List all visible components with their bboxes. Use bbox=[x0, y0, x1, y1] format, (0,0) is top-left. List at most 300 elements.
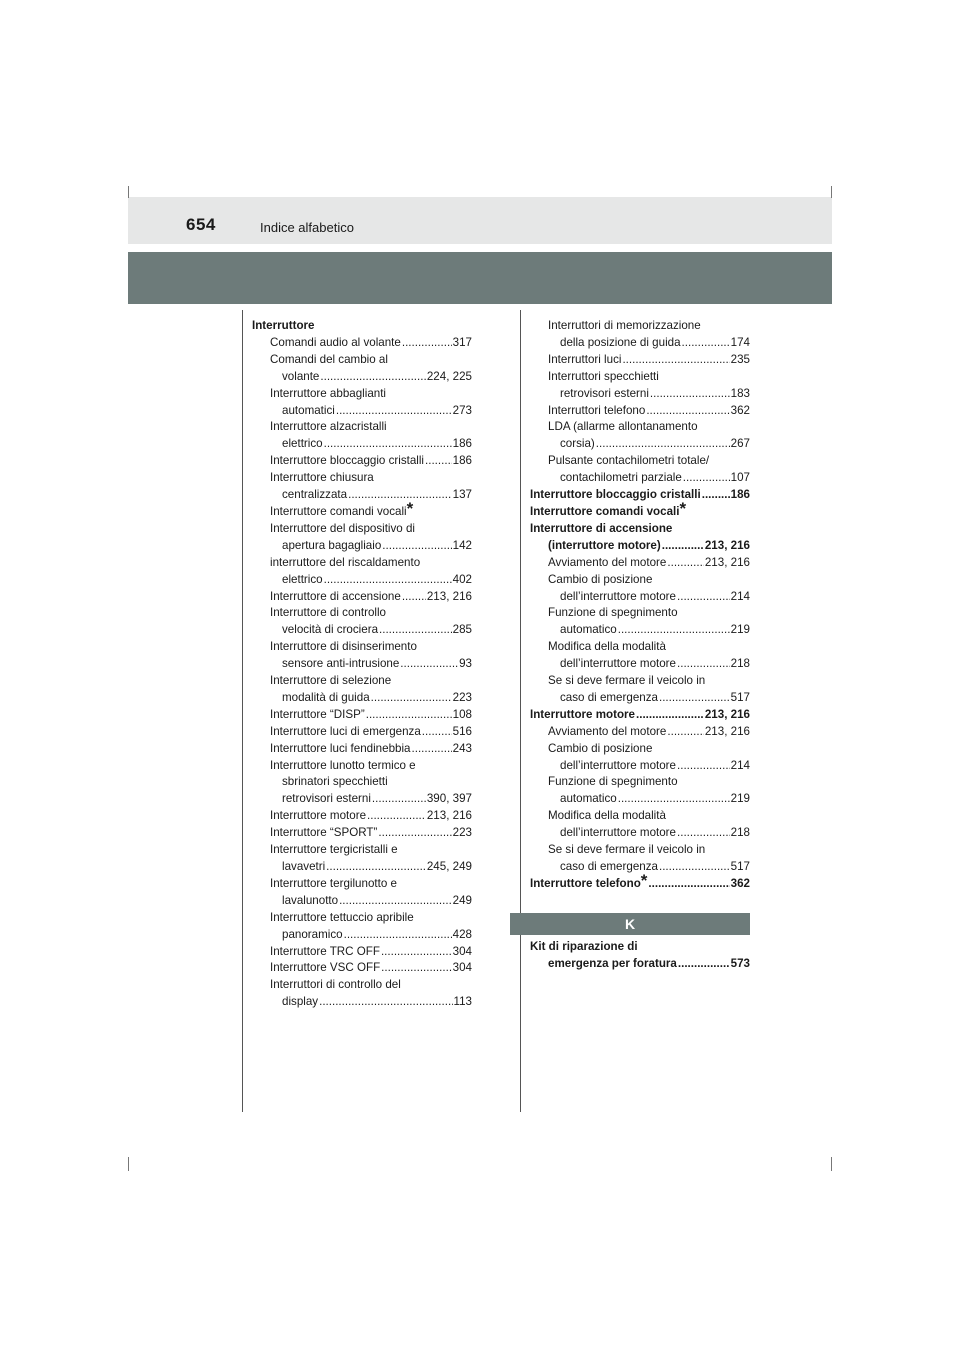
page-reference: 273 bbox=[452, 403, 472, 417]
dot-leader bbox=[662, 538, 704, 555]
index-entry bbox=[252, 673, 472, 690]
index-term: Interruttore tettuccio apribile bbox=[270, 910, 414, 924]
index-term: caso di emergenza bbox=[560, 860, 658, 873]
page-reference: 219 bbox=[730, 623, 750, 637]
index-term: sensore anti-intrusione bbox=[282, 657, 400, 671]
index-line bbox=[548, 774, 750, 791]
index-entry bbox=[530, 470, 750, 487]
index-line bbox=[270, 808, 472, 825]
index-entry bbox=[530, 870, 750, 893]
index-line bbox=[282, 487, 472, 504]
index-entry bbox=[252, 453, 472, 470]
index-line bbox=[548, 605, 750, 622]
index-line bbox=[548, 318, 750, 335]
dot-leader bbox=[677, 589, 730, 606]
index-line bbox=[270, 498, 472, 521]
crop-mark bbox=[128, 186, 129, 198]
index-entry bbox=[252, 690, 472, 707]
index-term: Interruttore di selezione bbox=[270, 674, 392, 688]
page-reference: 245, 249 bbox=[426, 860, 472, 873]
index-term: Interruttore tergicristalli e bbox=[270, 843, 398, 857]
index-entry bbox=[252, 369, 472, 386]
dot-leader bbox=[648, 876, 729, 893]
dot-leader bbox=[339, 893, 452, 910]
page-reference: 362 bbox=[730, 876, 750, 890]
index-line bbox=[270, 605, 472, 622]
crop-mark bbox=[128, 1157, 129, 1171]
index-entry bbox=[530, 639, 750, 656]
index-line bbox=[270, 977, 472, 994]
index-line bbox=[548, 538, 750, 555]
index-term: Interruttore comandi vocali* bbox=[270, 498, 414, 518]
index-line bbox=[282, 369, 472, 386]
index-term: Cambio di posizione bbox=[548, 572, 653, 586]
index-term: Avviamento del motore bbox=[548, 555, 667, 569]
index-line bbox=[282, 927, 472, 944]
index-line bbox=[560, 656, 750, 673]
index-line bbox=[282, 656, 472, 673]
page-reference: 362 bbox=[730, 403, 750, 417]
dot-leader bbox=[425, 453, 452, 470]
index-entry bbox=[530, 352, 750, 369]
index-entry bbox=[530, 335, 750, 352]
page-reference: 213, 216 bbox=[704, 538, 750, 552]
page-reference: 213, 216 bbox=[426, 809, 472, 823]
asterisk-footnote: * bbox=[640, 870, 648, 890]
crop-mark bbox=[831, 186, 832, 198]
index-term: Comandi audio al volante bbox=[270, 335, 401, 349]
index-line bbox=[560, 791, 750, 808]
dot-leader bbox=[650, 386, 730, 403]
page-reference: 517 bbox=[730, 690, 750, 704]
index-term: Interruttore alzacristalli bbox=[270, 420, 387, 434]
page-reference: 218 bbox=[730, 657, 750, 671]
index-line bbox=[282, 690, 472, 707]
index-term: Funzione di spegnimento bbox=[548, 606, 678, 620]
index-entry bbox=[530, 403, 750, 420]
index-term: caso di emergenza bbox=[560, 690, 658, 704]
index-entry bbox=[252, 352, 472, 369]
index-term: Interruttore luci fendinebbia bbox=[270, 741, 411, 755]
index-line bbox=[548, 572, 750, 589]
dot-leader bbox=[659, 690, 730, 707]
index-term: Interruttore VSC OFF bbox=[270, 961, 381, 975]
index-term: Avviamento del motore bbox=[548, 724, 667, 738]
index-entry bbox=[252, 419, 472, 436]
page-reference: 214 bbox=[730, 758, 750, 772]
page-reference: 249 bbox=[452, 893, 472, 907]
index-term: dell’interruttore motore bbox=[560, 589, 676, 603]
index-line bbox=[270, 741, 472, 758]
page-reference: 107 bbox=[730, 471, 750, 485]
index-term: sbrinatori specchietti bbox=[282, 775, 388, 789]
index-entry bbox=[252, 436, 472, 453]
index-entry bbox=[252, 605, 472, 622]
index-term: Interruttore motore bbox=[270, 809, 367, 823]
page-reference: 186 bbox=[730, 488, 750, 502]
index-term: Interruttori telefono bbox=[548, 403, 646, 417]
index-line bbox=[270, 639, 472, 656]
index-line bbox=[270, 825, 472, 842]
index-line bbox=[282, 403, 472, 420]
index-term: lavalunotto bbox=[282, 893, 339, 907]
index-column-right bbox=[530, 318, 750, 893]
page-reference: 93 bbox=[459, 657, 472, 671]
index-term: Funzione di spegnimento bbox=[548, 775, 678, 789]
index-line bbox=[282, 774, 472, 791]
index-line bbox=[530, 939, 750, 956]
index-line bbox=[548, 842, 750, 859]
index-column-left bbox=[252, 318, 472, 1011]
index-term: Interruttore TRC OFF bbox=[270, 944, 380, 958]
index-term: automatici bbox=[282, 403, 335, 417]
index-entry bbox=[252, 572, 472, 589]
index-term: Interruttore abbaglianti bbox=[270, 386, 387, 400]
index-entry bbox=[530, 707, 750, 724]
index-line bbox=[560, 436, 750, 453]
index-term: automatico bbox=[560, 623, 617, 637]
index-entry bbox=[530, 825, 750, 842]
index-entry bbox=[252, 639, 472, 656]
page-reference: 223 bbox=[452, 826, 472, 840]
page-reference: 213, 216 bbox=[704, 555, 750, 569]
dot-leader bbox=[659, 859, 730, 876]
header-band bbox=[128, 197, 832, 244]
dot-leader bbox=[378, 825, 451, 842]
page-reference: 213, 216 bbox=[704, 707, 750, 721]
index-term: Se si deve fermare il veicolo in bbox=[548, 843, 706, 857]
index-entry bbox=[530, 956, 750, 973]
page-reference: 113 bbox=[453, 995, 472, 1009]
index-term: Interruttore motore bbox=[530, 707, 635, 721]
page-reference: 223 bbox=[452, 690, 472, 704]
index-line bbox=[270, 842, 472, 859]
index-entry bbox=[252, 910, 472, 927]
index-term: Interruttore luci di emergenza bbox=[270, 724, 421, 738]
index-line bbox=[270, 876, 472, 893]
index-entry bbox=[530, 498, 750, 521]
index-term: interruttore del riscaldamento bbox=[270, 555, 421, 569]
index-line bbox=[560, 859, 750, 876]
index-entry bbox=[530, 487, 750, 504]
dot-leader bbox=[372, 791, 426, 808]
index-line bbox=[270, 960, 472, 977]
index-term: Modifica della modalità bbox=[548, 640, 666, 654]
dot-leader bbox=[683, 470, 730, 487]
index-line bbox=[282, 859, 472, 876]
index-term: Interruttore “SPORT” bbox=[270, 826, 378, 840]
dot-leader bbox=[326, 859, 426, 876]
index-entry bbox=[252, 318, 472, 335]
page-number: 654 bbox=[186, 215, 216, 234]
dot-leader bbox=[336, 403, 452, 420]
index-term: contachilometri parziale bbox=[560, 471, 682, 485]
index-line bbox=[270, 335, 472, 352]
dot-leader bbox=[379, 622, 452, 639]
index-term: modalità di guida bbox=[282, 690, 370, 704]
page-reference: 402 bbox=[452, 572, 472, 586]
index-term: velocità di crociera bbox=[282, 623, 379, 637]
index-line bbox=[548, 724, 750, 741]
index-term: dell’interruttore motore bbox=[560, 758, 676, 772]
page-reference: 516 bbox=[452, 724, 472, 738]
index-entry bbox=[530, 791, 750, 808]
index-entry bbox=[252, 707, 472, 724]
dark-header-band bbox=[128, 252, 832, 304]
index-term: retrovisori esterni bbox=[560, 386, 649, 400]
dot-leader bbox=[618, 791, 730, 808]
index-line bbox=[548, 352, 750, 369]
index-line bbox=[548, 741, 750, 758]
dot-leader bbox=[667, 724, 703, 741]
index-line bbox=[560, 622, 750, 639]
index-entry bbox=[530, 453, 750, 470]
column-rule-middle bbox=[520, 310, 521, 1112]
index-term: Interruttore di disinserimento bbox=[270, 640, 417, 654]
index-entry bbox=[530, 436, 750, 453]
dot-leader bbox=[636, 707, 704, 724]
index-term: lavavetri bbox=[282, 860, 326, 873]
dot-leader bbox=[402, 589, 426, 606]
index-line bbox=[270, 453, 472, 470]
index-entry bbox=[252, 758, 472, 775]
index-entry bbox=[530, 572, 750, 589]
index-line bbox=[270, 707, 472, 724]
index-line bbox=[282, 538, 472, 555]
index-line bbox=[270, 419, 472, 436]
page-reference: 183 bbox=[730, 386, 750, 400]
dot-leader bbox=[381, 960, 451, 977]
page-reference: 186 bbox=[452, 437, 472, 451]
index-line bbox=[282, 994, 472, 1011]
page-reference: 517 bbox=[730, 860, 750, 873]
index-entry bbox=[252, 498, 472, 521]
dot-leader bbox=[678, 956, 730, 973]
index-entry bbox=[252, 808, 472, 825]
index-entry bbox=[252, 724, 472, 741]
page-reference: 174 bbox=[730, 335, 750, 349]
dot-leader bbox=[320, 369, 425, 386]
index-line bbox=[530, 521, 750, 538]
index-term: Cambio di posizione bbox=[548, 741, 653, 755]
dot-leader bbox=[324, 572, 452, 589]
page-reference: 213, 216 bbox=[704, 724, 750, 738]
index-term: emergenza per foratura bbox=[548, 956, 677, 970]
dot-leader bbox=[412, 741, 452, 758]
index-line bbox=[560, 589, 750, 606]
index-term: Se si deve fermare il veicolo in bbox=[548, 674, 706, 688]
page-reference: 108 bbox=[452, 707, 472, 721]
index-term: Interruttore di controllo bbox=[270, 606, 386, 620]
index-line bbox=[560, 758, 750, 775]
dot-leader bbox=[367, 808, 426, 825]
index-entry bbox=[252, 589, 472, 606]
page-reference: 304 bbox=[452, 944, 472, 958]
dot-leader bbox=[596, 436, 730, 453]
dot-leader bbox=[382, 538, 451, 555]
index-line bbox=[548, 673, 750, 690]
index-line bbox=[548, 808, 750, 825]
dot-leader bbox=[324, 436, 452, 453]
index-entry bbox=[252, 994, 472, 1011]
index-term: Interruttore tergilunotto e bbox=[270, 876, 397, 890]
index-line bbox=[282, 436, 472, 453]
page-reference: 142 bbox=[452, 538, 472, 552]
index-term: corsia) bbox=[560, 437, 595, 451]
index-entry bbox=[252, 876, 472, 893]
section-letter-k: K bbox=[510, 913, 750, 935]
index-term: della posizione di guida bbox=[560, 335, 681, 349]
index-section-k bbox=[530, 939, 750, 973]
dot-leader bbox=[348, 487, 452, 504]
asterisk-footnote: * bbox=[679, 498, 687, 518]
index-line bbox=[282, 622, 472, 639]
index-term: Interruttore bloccaggio cristalli bbox=[530, 488, 701, 502]
dot-leader bbox=[344, 927, 452, 944]
dot-leader bbox=[682, 335, 730, 352]
dot-leader bbox=[381, 944, 452, 961]
index-line bbox=[252, 318, 472, 335]
dot-leader bbox=[677, 825, 730, 842]
index-line bbox=[548, 555, 750, 572]
index-entry bbox=[252, 538, 472, 555]
index-entry bbox=[252, 927, 472, 944]
index-entry bbox=[252, 521, 472, 538]
index-term: Interruttore di accensione bbox=[530, 521, 673, 535]
index-entry bbox=[252, 622, 472, 639]
index-term: Interruttore di accensione bbox=[270, 589, 401, 603]
index-term: Interruttore comandi vocali* bbox=[530, 498, 687, 518]
page-reference: 224, 225 bbox=[426, 369, 472, 383]
index-line bbox=[270, 589, 472, 606]
index-line bbox=[548, 369, 750, 386]
index-term: retrovisori esterni bbox=[282, 792, 371, 806]
page-reference: 267 bbox=[730, 437, 750, 451]
index-entry bbox=[530, 690, 750, 707]
index-entry bbox=[252, 656, 472, 673]
index-entry bbox=[530, 622, 750, 639]
column-rule-left bbox=[242, 310, 243, 1112]
index-line bbox=[560, 335, 750, 352]
index-entry bbox=[530, 656, 750, 673]
dot-leader bbox=[646, 403, 729, 420]
index-line bbox=[270, 386, 472, 403]
index-line bbox=[548, 419, 750, 436]
dot-leader bbox=[371, 690, 452, 707]
dot-leader bbox=[400, 656, 458, 673]
index-term: Interruttore bloccaggio cristalli bbox=[270, 454, 425, 468]
index-entry bbox=[530, 605, 750, 622]
index-line bbox=[560, 386, 750, 403]
dot-leader bbox=[677, 656, 730, 673]
index-term: Interruttori di controllo del bbox=[270, 978, 401, 992]
index-line bbox=[282, 893, 472, 910]
index-term: Interruttori di memorizzazione bbox=[548, 319, 701, 332]
index-line bbox=[548, 403, 750, 420]
index-line bbox=[270, 521, 472, 538]
index-entry bbox=[530, 758, 750, 775]
index-term: Interruttore telefono* bbox=[530, 870, 648, 890]
index-line bbox=[548, 639, 750, 656]
index-line bbox=[270, 758, 472, 775]
index-line bbox=[270, 470, 472, 487]
index-line bbox=[270, 724, 472, 741]
index-term: dell’interruttore motore bbox=[560, 657, 676, 671]
index-entry bbox=[252, 386, 472, 403]
index-term: panoramico bbox=[282, 927, 343, 941]
page-reference: 213, 216 bbox=[426, 589, 472, 603]
index-entry bbox=[530, 859, 750, 876]
crop-mark bbox=[831, 1157, 832, 1171]
page-reference: 428 bbox=[452, 927, 472, 941]
index-entry bbox=[530, 673, 750, 690]
page-reference: 573 bbox=[730, 956, 750, 970]
index-line bbox=[270, 910, 472, 927]
index-term: Interruttore “DISP” bbox=[270, 707, 365, 721]
index-term: Modifica della modalità bbox=[548, 809, 666, 823]
dot-leader bbox=[319, 994, 452, 1011]
page-reference: 285 bbox=[452, 623, 472, 637]
index-term: Interruttore lunotto termico e bbox=[270, 758, 416, 772]
index-line bbox=[530, 870, 750, 893]
dot-leader bbox=[618, 622, 730, 639]
page-reference: 243 bbox=[452, 741, 472, 755]
index-line bbox=[548, 453, 750, 470]
index-line bbox=[560, 470, 750, 487]
dot-leader bbox=[366, 707, 452, 724]
index-entry bbox=[252, 944, 472, 961]
index-entry bbox=[252, 403, 472, 420]
index-line bbox=[530, 498, 750, 521]
index-term: Kit di riparazione di bbox=[530, 940, 638, 953]
index-term: dell’interruttore motore bbox=[560, 826, 676, 840]
index-entry bbox=[252, 960, 472, 977]
page-reference: 137 bbox=[452, 488, 472, 502]
page-reference: 218 bbox=[730, 826, 750, 840]
index-term: Interruttore chiusura bbox=[270, 471, 374, 485]
index-term: centralizzata bbox=[282, 488, 348, 502]
dot-leader bbox=[622, 352, 729, 369]
index-entry bbox=[530, 808, 750, 825]
index-entry bbox=[530, 521, 750, 538]
index-entry bbox=[530, 589, 750, 606]
index-term: elettrico bbox=[282, 572, 323, 586]
page-reference: 219 bbox=[730, 792, 750, 806]
index-entry bbox=[252, 859, 472, 876]
index-entry bbox=[530, 842, 750, 859]
index-line bbox=[270, 673, 472, 690]
index-entry bbox=[530, 419, 750, 436]
index-entry bbox=[530, 774, 750, 791]
index-line bbox=[282, 791, 472, 808]
index-entry bbox=[530, 538, 750, 555]
dot-leader bbox=[702, 487, 730, 504]
index-line bbox=[560, 690, 750, 707]
index-line bbox=[560, 825, 750, 842]
index-term: Interruttore bbox=[252, 319, 315, 332]
index-term: Pulsante contachilometri totale/ bbox=[548, 454, 710, 468]
index-term: elettrico bbox=[282, 437, 323, 451]
index-entry bbox=[530, 369, 750, 386]
index-term: LDA (allarme allontanamento bbox=[548, 420, 698, 434]
index-entry bbox=[530, 939, 750, 956]
index-line bbox=[530, 707, 750, 724]
index-line bbox=[270, 555, 472, 572]
dot-leader bbox=[422, 724, 452, 741]
page-reference: 214 bbox=[730, 589, 750, 603]
index-entry bbox=[530, 386, 750, 403]
asterisk-footnote: * bbox=[406, 498, 414, 518]
